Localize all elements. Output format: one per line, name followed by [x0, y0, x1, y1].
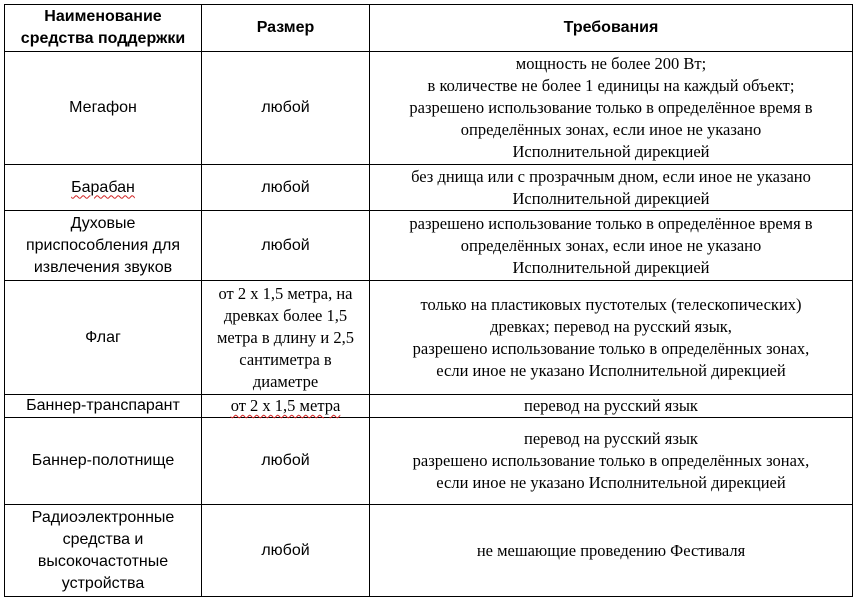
- requirements-cell: [370, 395, 853, 418]
- requirements-line: древках; перевод на русский язык,: [490, 316, 732, 336]
- size-line: любой: [261, 99, 310, 116]
- size-line: древках более 1,5: [223, 305, 348, 325]
- requirements-line: если иное не указано Исполнительной дирекцией: [436, 360, 786, 380]
- requirements-line: Исполнительной дирекцией: [512, 142, 710, 161]
- name-line: Духовые: [70, 214, 136, 232]
- header-name: [5, 5, 202, 52]
- requirements-cell: [370, 281, 853, 395]
- size-cell: [202, 505, 370, 597]
- size-cell: [202, 281, 370, 395]
- requirements-line: только на пластиковых пустотелых (телескопических): [420, 294, 802, 314]
- requirements-line: разрешено использование только в определённое время в: [409, 213, 813, 233]
- size-line: метра в длину и 2,5: [216, 327, 355, 347]
- header-size: Размер: [202, 5, 370, 52]
- requirements-line: Исполнительной дирекцией: [512, 188, 710, 208]
- name-line: Баннер-полотнище: [31, 452, 175, 469]
- name-line: Флаг: [85, 328, 121, 346]
- requirements-line: перевод на русский язык: [524, 429, 698, 448]
- size-line: от 2 х 1,5 метра, на: [218, 283, 353, 303]
- table-row: [5, 52, 853, 165]
- requirements-line: Исполнительной дирекцией: [512, 257, 710, 277]
- size-cell: [202, 418, 370, 505]
- name-cell: [5, 281, 202, 395]
- size-line: любой: [261, 178, 310, 196]
- size-line: любой: [261, 452, 310, 469]
- name-line: Барабан: [71, 178, 135, 196]
- size-line: любой: [261, 541, 310, 559]
- size-line: сантиметра в: [239, 349, 332, 369]
- table-row: [5, 395, 853, 418]
- name-line: приспособления для: [25, 236, 181, 254]
- table-row: [5, 418, 853, 505]
- size-line: диаметре: [252, 371, 319, 391]
- requirements-line: без днища или с прозрачным дном, если иное не указано: [411, 166, 811, 186]
- table-row: [5, 165, 853, 211]
- support-means-table: [4, 4, 853, 597]
- size-cell: [202, 165, 370, 211]
- requirements-cell: [370, 505, 853, 597]
- requirements-line: определённых зонах, если иное не указано: [460, 235, 762, 255]
- size-cell: [202, 395, 370, 418]
- name-line: Радиоэлектронные: [31, 508, 175, 526]
- requirements-cell: [370, 211, 853, 281]
- name-cell: [5, 52, 202, 165]
- table-row: [5, 211, 853, 281]
- requirements-line: разрешено использование только в определённых зонах,: [412, 451, 810, 470]
- header-name-line: Наименование: [44, 8, 162, 25]
- name-line: средства и: [62, 530, 144, 548]
- name-line: Баннер-транспарант: [26, 397, 180, 414]
- requirements-line: разрешено использование только в определённое время в: [409, 98, 813, 117]
- header-name-line: средства поддержки: [20, 30, 186, 47]
- table-row: [5, 281, 853, 395]
- name-cell: [5, 211, 202, 281]
- size-line: от 2 х 1,5 метра: [230, 396, 341, 415]
- name-line: извлечения звуков: [33, 258, 173, 276]
- name-line: высокочастотные: [37, 552, 169, 570]
- requirements-line: перевод на русский язык: [524, 396, 698, 415]
- name-line: Мегафон: [69, 99, 137, 116]
- name-cell: [5, 165, 202, 211]
- header-row: [5, 5, 853, 52]
- name-cell: [5, 395, 202, 418]
- requirements-line: мощность не более 200 Вт;: [515, 54, 707, 73]
- name-line: устройства: [61, 574, 145, 592]
- header-requirements: Требования: [370, 5, 853, 52]
- size-line: любой: [261, 236, 310, 254]
- size-cell: [202, 52, 370, 165]
- requirements-cell: [370, 165, 853, 211]
- requirements-line: разрешено использование только в определённых зонах,: [412, 338, 810, 358]
- requirements-line: в количестве не более 1 единицы на каждый объект;: [427, 76, 795, 95]
- name-cell: [5, 505, 202, 597]
- size-cell: [202, 211, 370, 281]
- table-row: [5, 505, 853, 597]
- name-cell: [5, 418, 202, 505]
- requirements-line: если иное не указано Исполнительной дирекцией: [436, 473, 786, 492]
- requirements-line: определённых зонах, если иное не указано: [460, 120, 762, 139]
- requirements-line: не мешающие проведению Фестиваля: [476, 540, 746, 560]
- requirements-cell: [370, 52, 853, 165]
- requirements-cell: [370, 418, 853, 505]
